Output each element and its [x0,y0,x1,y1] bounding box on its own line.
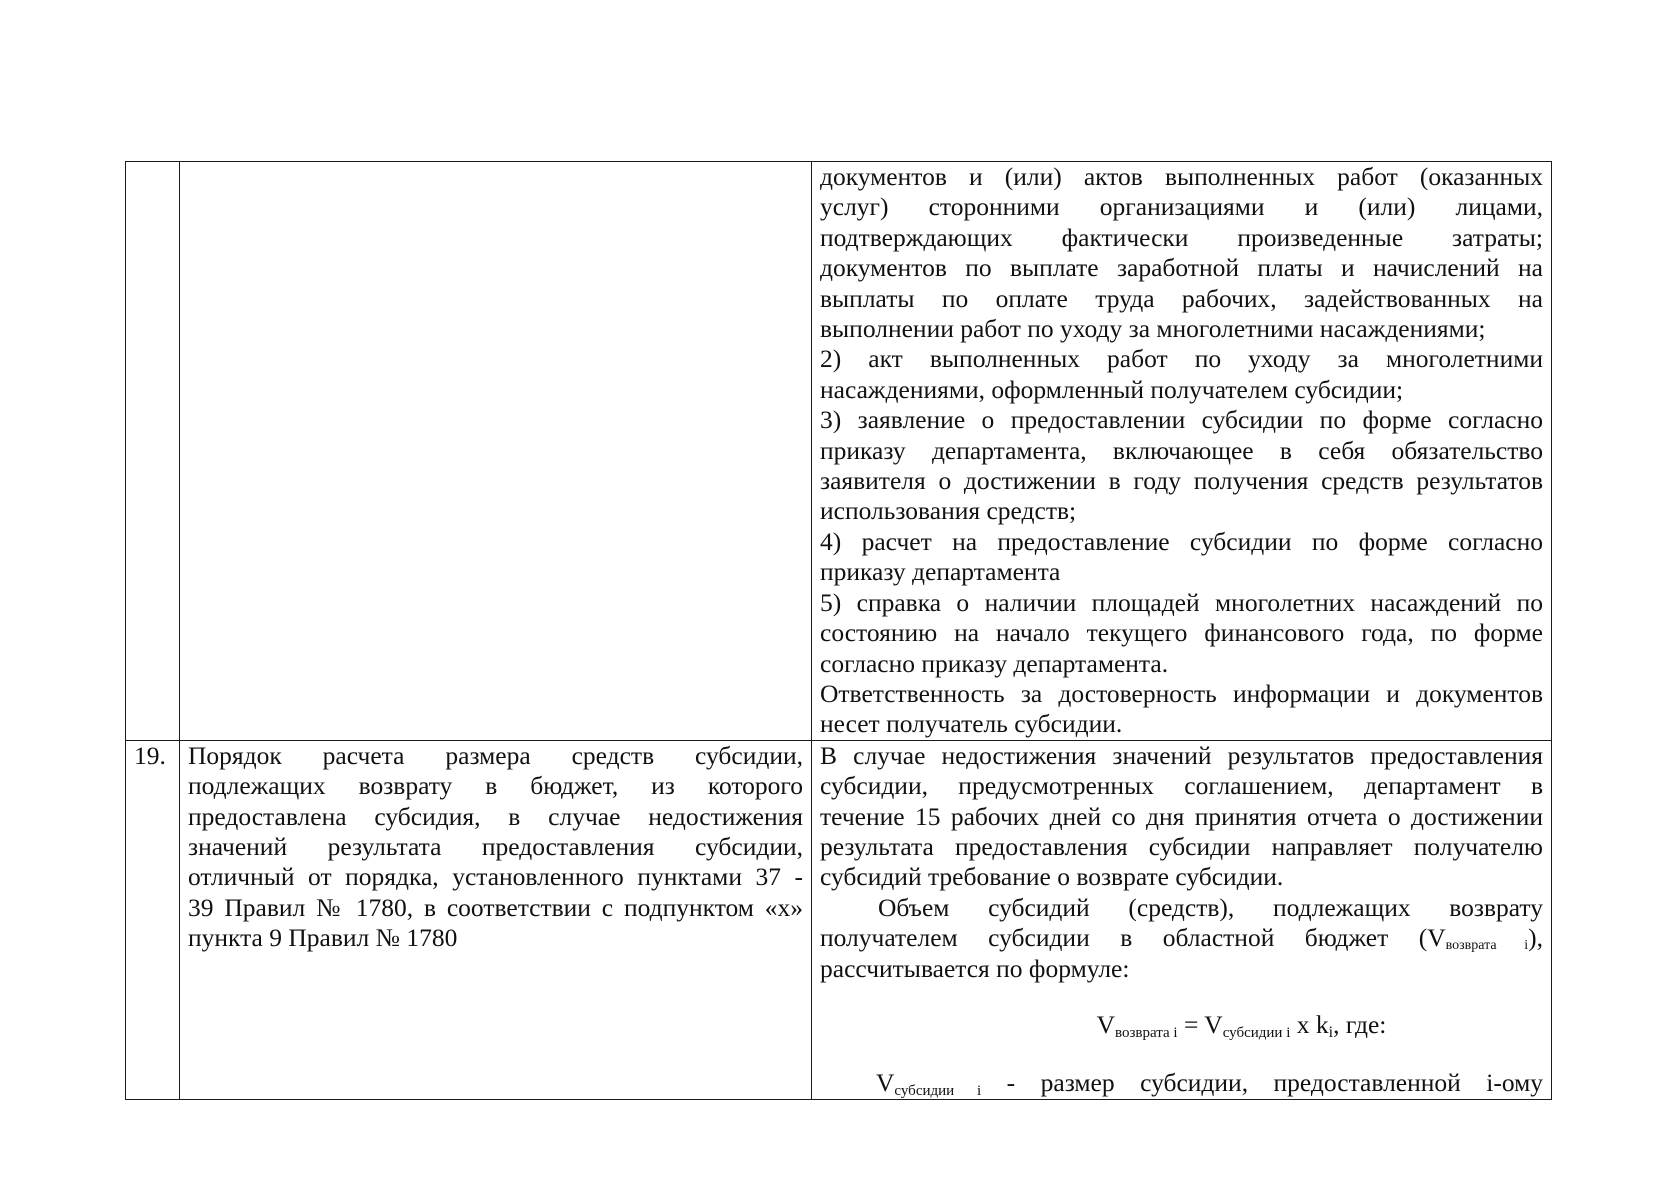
formula-symbol: x k [1290,1009,1329,1039]
regulation-table [125,161,1552,1100]
name-line: значений результата предоставления субсидии, [188,831,803,861]
desc-text: получателем субсидии в областной бюджет (V [820,923,1446,953]
desc-line: выплаты по оплате труда рабочих, задействованных на [820,283,1543,313]
desc-line: документов по выплате заработной платы и начислений на [820,253,1543,283]
desc-line: Объем субсидий (средств), подлежащих возврату [878,892,1543,922]
formula [820,1010,1543,1040]
name-line: Порядок расчета размера средств субсидии, [188,740,803,770]
name-line: 39 Правил № 1780, в соответствии с подпунктом «х» [188,892,803,922]
formula-subscript: субсидии i [1222,1024,1291,1041]
table-row-continued [126,162,1552,741]
definition-symbol: V [876,1068,895,1098]
subscript: возврата i [1445,938,1529,954]
desc-line: согласно приказу департамента. [820,648,1169,678]
table-row-19 [126,740,1552,1099]
desc-line: В случае недостижения значений результатов предоставления [820,740,1543,770]
name-line: подлежащих возврату в бюджет, из которого [188,771,803,801]
desc-line: состоянию на начало текущего финансового года, по форме [820,618,1543,648]
row-number-cell [126,162,180,741]
row-name-cell [180,162,812,741]
row-number-cell: 19. [126,740,180,1099]
name-line: отличный от порядка, установленного пунктами 37 - [188,862,803,892]
definition-subscript: субсидии i [894,1083,982,1100]
desc-line-with-subscript [820,923,1543,953]
formula-subscript: возврата i [1115,1024,1178,1041]
formula-symbol: V [1096,1009,1116,1039]
row-description-cell [812,162,1552,741]
desc-line: Ответственность за достоверность информации и документов [820,678,1543,708]
formula-text: , где: [1333,1009,1387,1039]
desc-line: рассчитывается по формуле: [820,953,1130,983]
desc-line: подтверждающих фактически произведенные затраты; [820,222,1543,252]
row-description-cell [812,740,1552,1099]
desc-line: насаждениями, оформленный получателем субсидии; [820,374,1404,404]
desc-line: 3) заявление о предоставлении субсидии по форме согласно [820,405,1543,435]
desc-line: выполнении работ по уходу за многолетними насаждениями; [820,314,1486,344]
desc-line: результата предоставления субсидии направляет получателю [820,831,1543,861]
desc-line: документов и (или) актов выполненных работ (оказанных [820,162,1543,191]
definition-text: - размер субсидии, предоставленной i-ому [981,1068,1543,1098]
desc-line: 5) справка о наличии площадей многолетних насаждений по [820,587,1543,617]
desc-line: 4) расчет на предоставление субсидии по форме согласно [820,526,1543,556]
desc-line: приказу департамента [820,557,1061,587]
desc-line: субсидии, предусмотренных соглашением, департамент в [820,771,1543,801]
desc-text: ), [1528,923,1543,953]
desc-line: приказу департамента, включающее в себя обязательство [820,435,1543,465]
desc-line: заявителя о достижении в году получения средств результатов [820,466,1543,496]
row-name-cell [180,740,812,1099]
desc-line: несет получатель субсидии. [820,709,1123,739]
name-line: пункта 9 Правил № 1780 [188,923,458,953]
name-line: предоставлена субсидия, в случае недостижения [188,801,803,831]
desc-line: субсидий требование о возврате субсидии. [820,862,1284,892]
desc-line: течение 15 рабочих дней со дня принятия отчета о достижении [820,801,1543,831]
desc-line: использования средств; [820,496,1077,526]
desc-line: услуг) сторонними организациями и (или) лицами, [820,192,1543,222]
definition-line [820,1068,1543,1098]
desc-line: 2) акт выполненных работ по уходу за многолетними [820,344,1543,374]
formula-symbol: = V [1177,1009,1223,1039]
formula-subscript: i [1328,1023,1334,1041]
